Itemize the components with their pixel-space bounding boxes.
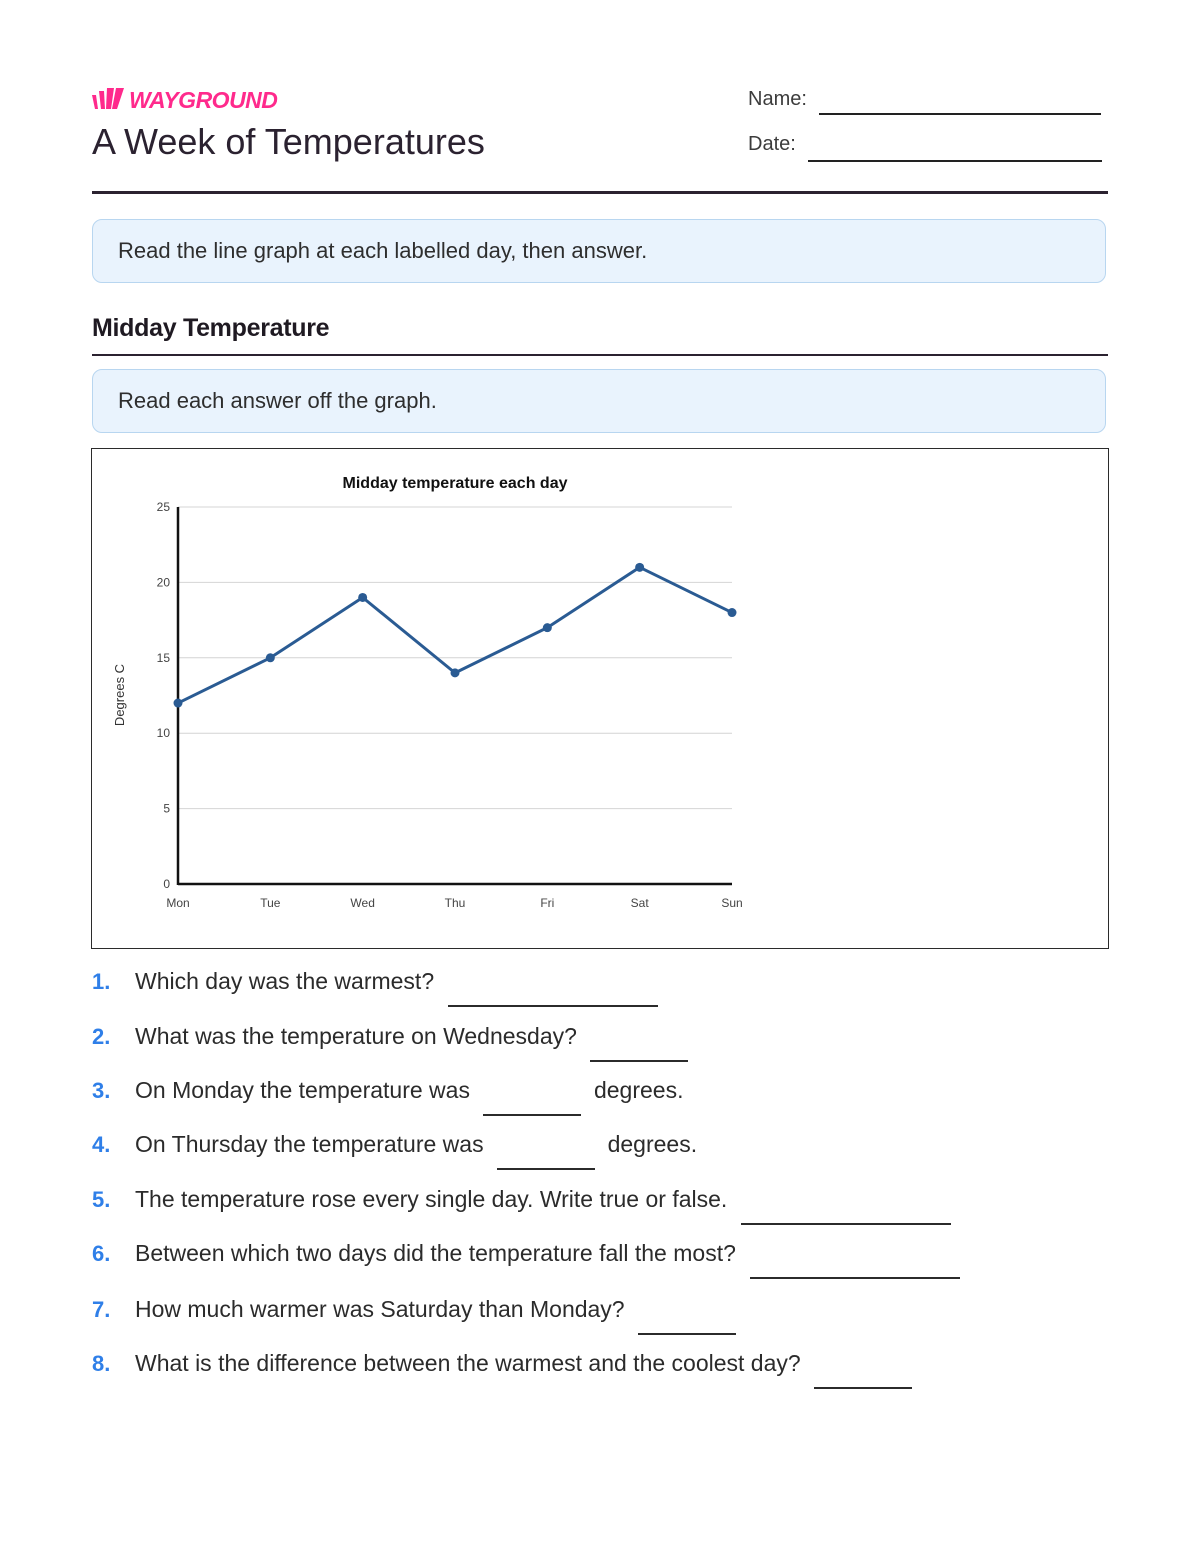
question-number: 2. [92,1024,111,1049]
x-tick-label: Wed [350,896,375,910]
answer-blank[interactable] [497,1168,595,1170]
y-tick-label: 25 [156,500,170,514]
y-tick-label: 5 [163,801,170,816]
section-title: Midday Temperature [92,314,330,342]
question-7 [92,1296,736,1323]
question-5 [92,1186,951,1213]
name-label: Name: [748,88,807,110]
y-tick-label: 20 [156,575,170,590]
date-input-line[interactable] [808,160,1102,162]
question-text: On Thursday the temperature was [135,1131,484,1157]
y-tick-label: 15 [156,650,170,665]
answer-blank[interactable] [590,1060,688,1062]
brand-logo [92,86,277,114]
question-number: 7. [92,1297,111,1322]
y-axis-label: Degrees C [112,663,127,727]
section-note-text: Read each answer off the graph. [118,388,437,413]
data-point [266,653,275,662]
data-point [451,668,460,677]
chart-title: Midday temperature each day [342,475,568,492]
question-number: 5. [92,1187,111,1212]
question-text: On Monday the temperature was [135,1077,470,1103]
name-input-line[interactable] [819,113,1101,115]
section-divider [92,354,1108,356]
data-point [358,593,367,602]
answer-blank[interactable] [448,1005,658,1007]
data-point [635,563,644,572]
answer-blank[interactable] [814,1387,912,1389]
question-2 [92,1023,688,1050]
x-tick-label: Fri [540,896,555,910]
question-3 [92,1077,683,1104]
chart-gridlines [178,507,732,809]
y-axis-ticks [157,500,171,891]
x-tick-label: Thu [444,896,466,910]
date-label: Date: [748,133,796,155]
series-line [178,567,732,703]
question-8 [92,1350,912,1377]
data-point [728,608,737,617]
section-note-box [92,369,1106,433]
y-tick-label: 0 [163,877,170,891]
chart-container [91,448,1109,949]
answer-blank[interactable] [638,1333,736,1335]
question-number: 6. [92,1241,111,1266]
data-point [543,623,552,632]
worksheet-title: A Week of Temperatures [92,121,485,162]
question-number: 3. [92,1078,111,1103]
x-axis-ticks [166,896,742,910]
x-tick-label: Mon [166,896,190,910]
x-tick-label: Sun [721,896,743,910]
question-text: Which day was the warmest? [135,968,435,994]
question-number: 1. [92,969,111,994]
question-text: How much warmer was Saturday than Monday? [135,1296,625,1322]
x-tick-label: Sat [630,896,649,910]
date-field [748,133,1102,156]
instructions-text: Read the line graph at each labelled day, then answer. [118,238,648,263]
data-point [174,699,183,708]
instructions-box [92,219,1106,283]
question-4 [92,1131,697,1158]
question-number: 8. [92,1351,111,1376]
question-suffix: degrees. [607,1131,698,1157]
line-chart [92,449,1108,948]
y-tick-label: 10 [156,726,170,741]
question-1 [92,968,658,995]
question-text: What was the temperature on Wednesday? [135,1023,577,1049]
header-divider [92,191,1108,194]
question-text: What is the difference between the warmest and the coolest day? [135,1350,801,1376]
question-suffix: degrees. [593,1077,684,1103]
x-tick-label: Tue [260,896,281,910]
brand-name: WAYGROUND [129,86,278,113]
answer-blank[interactable] [741,1223,951,1225]
chart-series [174,563,737,708]
wayground-logo-icon [92,87,126,113]
name-field [748,88,1101,111]
question-6 [92,1240,960,1267]
question-text: The temperature rose every single day. Write true or false. [135,1186,728,1212]
question-text: Between which two days did the temperature fall the most? [135,1240,736,1266]
question-number: 4. [92,1132,111,1157]
answer-blank[interactable] [483,1114,581,1116]
answer-blank[interactable] [750,1277,960,1279]
